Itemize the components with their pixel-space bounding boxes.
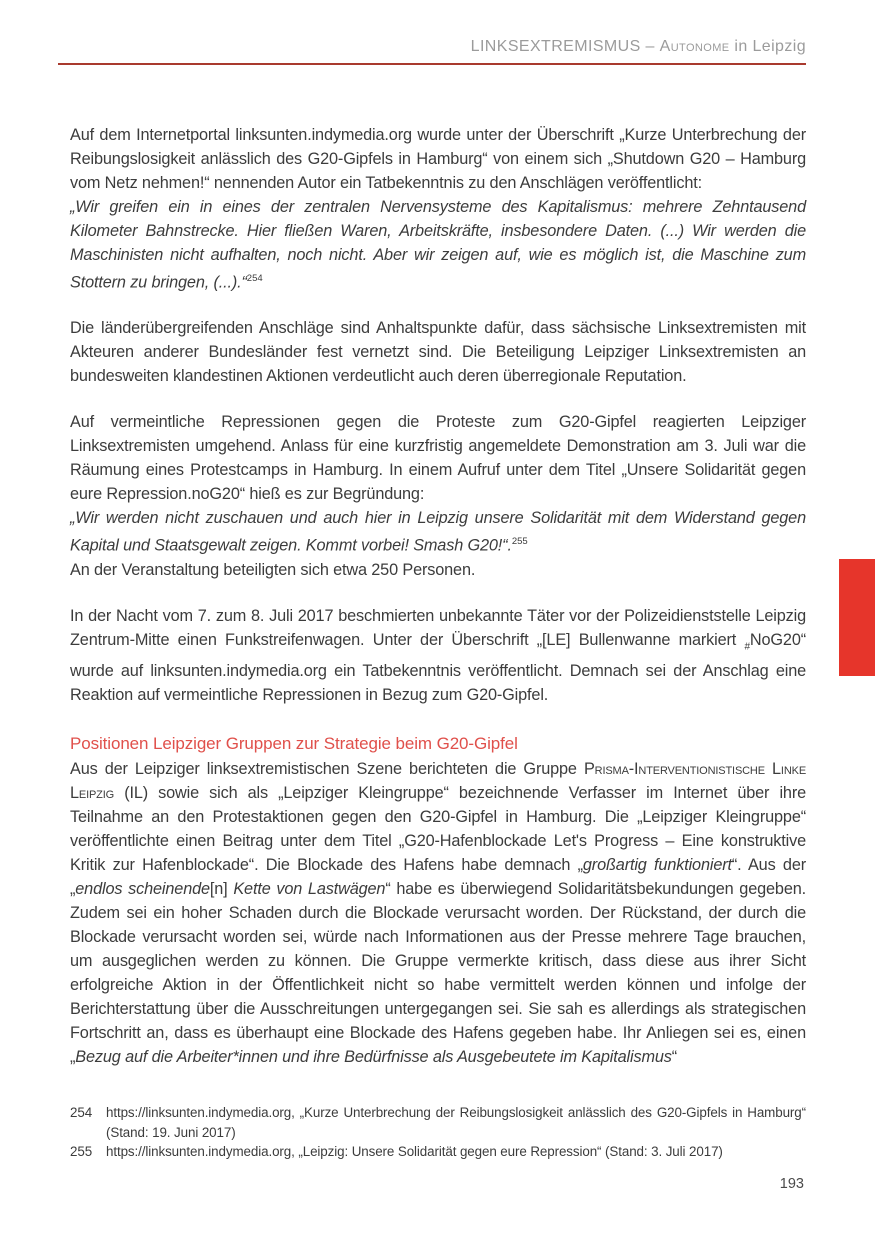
paragraph-positionen-seg2: “. Aus der „ [70,856,807,899]
paragraph-funkstreifenwagen [70,604,806,707]
footnote-ref-255: 255 [511,536,528,548]
header-rule [58,63,806,65]
group-name-prisma: Prisma-Interventionistische Linke Leipzig [70,760,806,803]
paragraph-intro-text: Auf dem Internetportal linksunten.indymedia.org wurde unter der Überschrift „Kurze Unterbrechung der Reibungslosigkeit anlässlich des G20-Gipfels in Hamburg“ von einem sich „Shutdown G20 – Hamburg vom Netz nehmen!“ nennenden Autor ein Tatbekenntnis zu den Anschlägen veröffentlicht: [70,126,806,192]
footnote-255-number: 255 [70,1144,93,1160]
paragraph-repression [70,410,806,506]
blockquote-solidaritaet [70,506,806,557]
running-header-location: in Leipzig [729,38,806,55]
paragraph-positionen-seg0: Aus der Leipziger linksextremistischen Szene berichteten die Gruppe [70,760,584,779]
paragraph-teilnehmerzahl-text: An der Veranstaltung beteiligten sich etwa 250 Personen. [70,560,476,579]
hashtag-symbol: # [744,641,750,653]
paragraph-vernetzung [70,316,806,388]
paragraph-positionen-seg1: (IL) sowie sich als „Leipziger Kleingruppe“ bezeichnende Verfasser im Internet über ihre Teilnahme an den Protestaktionen gegen den G20-Gipfel in Hamburg. Die „Leipziger Kleingruppe“ veröffentlichte einen Beitrag unter dem Titel „G20-Hafenblockade Let's Progress – Eine konstruktive Kritik zur Hafenblockade“. Die Blockade des Hafens habe demnach „ [70,784,806,875]
paragraph-positionen-seg4: “ habe es überwiegend Solidaritätsbekundungen gegeben. Zudem sei ein hoher Schaden durch die Blockade verursacht worden. Der Rückstand, der durch die Blockade verursacht worden sei, würde nach Informationen aus der Presse mehrere Tage brauchen, um ausgeglichen werden zu können. Die Gruppe vermerkte kritisch, dass diese aus ihrer Sicht erfolgreiche Aktion in der Öffentlichkeit nicht so habe vermittelt werden können und infolge der Berichterstattung über die Ausschreitungen untergegangen sei. Sie sah es allerdings als strategischen Fortschritt an, dass es überhaupt eine Blockade des Hafens gegeben habe. Ihr Anliegen sei es, einen „ [70,880,806,1067]
paragraph-intro [70,123,806,195]
footnote-255-text: https://linksunten.indymedia.org, „Leipzig: Unsere Solidarität gegen eure Repression“ (Stand: 3. Juli 2017) [106,1144,723,1160]
footnote-254 [70,1103,806,1142]
footnote-255 [70,1142,806,1162]
paragraph-positionen [70,757,806,1069]
page-number: 193 [779,1176,804,1192]
paragraph-positionen-seg5: “ [671,1048,678,1067]
running-header-chapter: LINKSEXTREMISMUS – [470,38,660,55]
running-header [70,38,806,56]
quote-kette: Kette von Lastwägen [233,880,386,899]
blockquote-solidaritaet-text: „Wir werden nicht zuschauen und auch hier in Leipzig unsere Solidarität mit dem Widerstand gegen Kapital und Staatsgewalt zeigen. Kommt vorbei! Smash G20!“. [70,509,806,555]
footnote-254-number: 254 [70,1105,93,1121]
paragraph-funkstreifenwagen-text-1: In der Nacht vom 7. zum 8. Juli 2017 beschmierten unbekannte Täter vor der Polizeidienststelle Leipzig Zentrum-Mitte einen Funkstreifenwagen. Unter der Überschrift „[LE] Bullenwanne markiert [70,606,806,649]
paragraph-positionen-seg3: [n] [209,880,234,899]
quote-grossartig: großartig funktioniert [582,856,732,875]
quote-bezug: Bezug auf die Arbeiter*innen und ihre Bedürfnisse als Ausgebeutete im Kapitalismus [75,1048,672,1067]
content-column [70,0,806,1162]
paragraph-vernetzung-text: Die länderübergreifenden Anschläge sind Anhaltspunkte dafür, dass sächsische Linksextremisten mit Akteuren anderer Bundesländer fest vernetzt sind. Die Beteiligung Leipziger Linksextremisten an bundesweiten klandestinen Aktionen verdeutlicht auch deren überregionale Reputation. [70,319,806,386]
footnote-ref-254: 254 [246,273,263,284]
blockquote-tatbekenntnis-text: „Wir greifen ein in eines der zentralen Nervensysteme des Kapitalismus: mehrere Zehntausend Kilometer Bahnstrecke. Hier fließen Waren, Arbeitskräfte, insbesondere Daten. (...) Wir werden die Maschinisten nicht aufhalten, noch nicht. Aber wir zeigen auf, wie es möglich ist, die Maschine zum Stottern zu bringen, (...).“ [70,198,806,292]
paragraph-repression-text: Auf vermeintliche Repressionen gegen die Proteste zum G20-Gipfel reagierten Leipziger Linksextremisten umgehend. Anlass für eine kurzfristig angemeldete Demonstration am 3. Juli war die Räumung eines Protestcamps in Hamburg. In einem Aufruf unter dem Titel „Unsere Solidarität gegen eure Repression.noG20“ hieß es zur Begründung: [70,413,806,504]
footnote-254-text: https://linksunten.indymedia.org, „Kurze Unterbrechung der Reibungslosigkeit anlässlich des G20-Gipfels in Hamburg“ (Stand: 19. Juni 2017) [106,1105,806,1140]
quote-endlos: endlos scheinende [75,880,210,899]
running-header-section: Autonome [659,38,730,55]
chapter-edge-tab [839,559,875,676]
paragraph-funkstreifenwagen-text-2: NoG20“ wurde auf linksunten.indymedia.org ein Tatbekenntnis veröffentlicht. Demnach sei der Anschlag eine Reaktion auf vermeintliche Repressionen in Bezug zum G20-Gipfel. [70,630,806,705]
paragraph-teilnehmerzahl [70,558,806,582]
footnotes-block [70,1103,806,1162]
section-heading: Positionen Leipziger Gruppen zur Strategie beim G20-Gipfel [70,734,518,754]
blockquote-tatbekenntnis [70,195,806,294]
